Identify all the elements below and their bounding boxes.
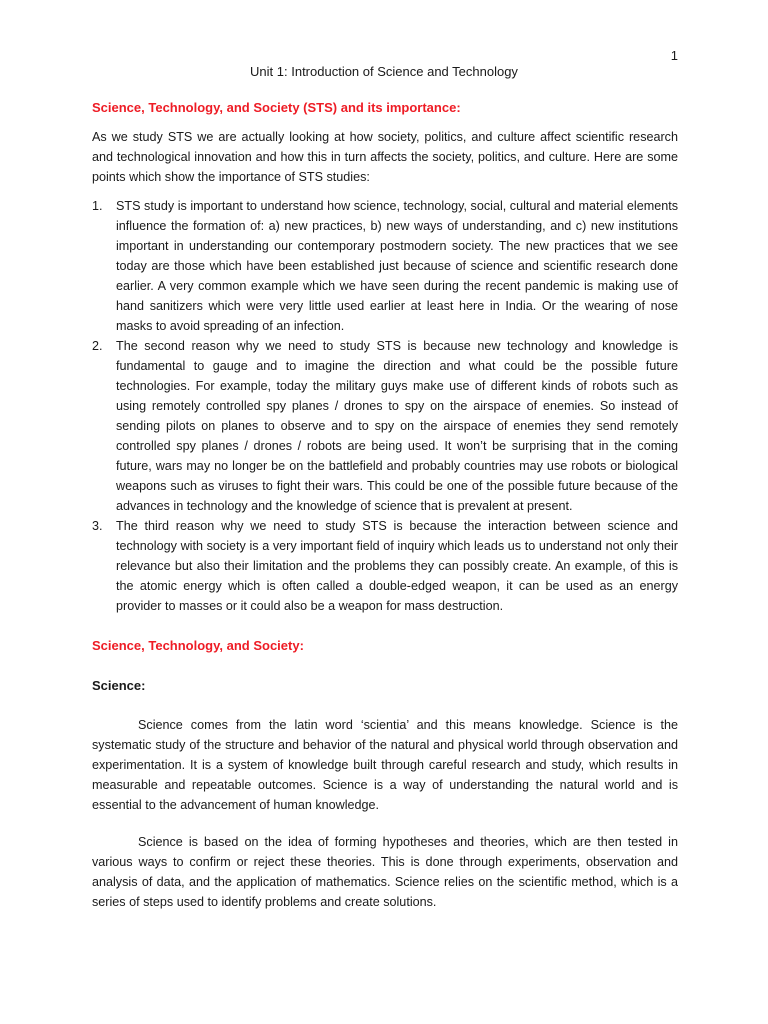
list-item-text: The second reason why we need to study STS is because new technology and knowledge is fundamental to gauge and to imagine the direction and what could be the possible future technologies. For example, today the military guys make use of different kinds of robots such as using remotely controlled spy planes / drones to spy on the airspace of enemies. So instead of sending pilots on planes to observe and to spy on the airspace of enemies they send remotely controlled spy planes / drones / robots are being used. It won’t be surprising that in the coming future, wars may no longer be on the battlefield and probably countries may use robots or biological weapons such as viruses to fight their wars. This could be one of the possible future because of the advances in technology and the knowledge of science that is prevalent at present.: [116, 339, 678, 513]
page-number: 1: [670, 48, 678, 63]
science-paragraph-2: Science is based on the idea of forming hypotheses and theories, which are then tested in various ways to confirm or reject these theories. This is done through experiments, observation and analysis of data, and the application of mathematics. Science relies on the scientific method, which is a series of steps used to identify problems and create solutions.: [92, 835, 678, 909]
document-title: Unit 1: Introduction of Science and Technology: [250, 64, 518, 79]
list-item: [92, 336, 678, 516]
list-item-number: 2.: [92, 339, 103, 353]
science-paragraph-1: Science comes from the latin word ‘scientia’ and this means knowledge. Science is the systematic study of the structure and behavior of the natural and physical world through observation and experimentation. It is a system of knowledge built through careful research and study, which results in measurable and repeatable outcomes. Science is a way of understanding the natural world and is essential to the advancement of human knowledge.: [92, 718, 678, 812]
list-item-text: STS study is important to understand how science, technology, social, cultural and material elements influence the formation of: a) new practices, b) new ways of understanding, and c) new institutions important in understanding our contemporary postmodern society. The new practices that we see today are those which have been established just because of science and scientific research done earlier. A very common example which we have seen during the recent pandemic is making use of hand sanitizers which were very little used earlier at least here in India. Or the wearing of nose masks to avoid spreading of an infection.: [116, 199, 678, 333]
sts-importance-heading: Science, Technology, and Society (STS) and its importance:: [92, 100, 461, 115]
document-body: [92, 98, 678, 912]
sts-section-heading: Science, Technology, and Society:: [92, 638, 304, 653]
list-item-text: The third reason why we need to study STS is because the interaction between science and technology with society is a very important field of inquiry which leads us to understand not only their relevance but also their limitation and the problems they can possibly create. An example, of this is the atomic energy which is often called a double-edged weapon, it can be used as an energy provider to masses or it could also be a weapon for mass destruction.: [116, 519, 678, 613]
importance-list: [92, 196, 678, 616]
science-subheading: Science:: [92, 678, 146, 693]
list-item: [92, 516, 678, 616]
list-item-number: 1.: [92, 199, 103, 213]
list-item: [92, 196, 678, 336]
sts-intro-paragraph: As we study STS we are actually looking at how society, politics, and culture affect scientific research and technological innovation and how this in turn affects the society, politics, and culture. Here are some points which show the importance of STS studies:: [92, 130, 678, 184]
list-item-number: 3.: [92, 519, 103, 533]
